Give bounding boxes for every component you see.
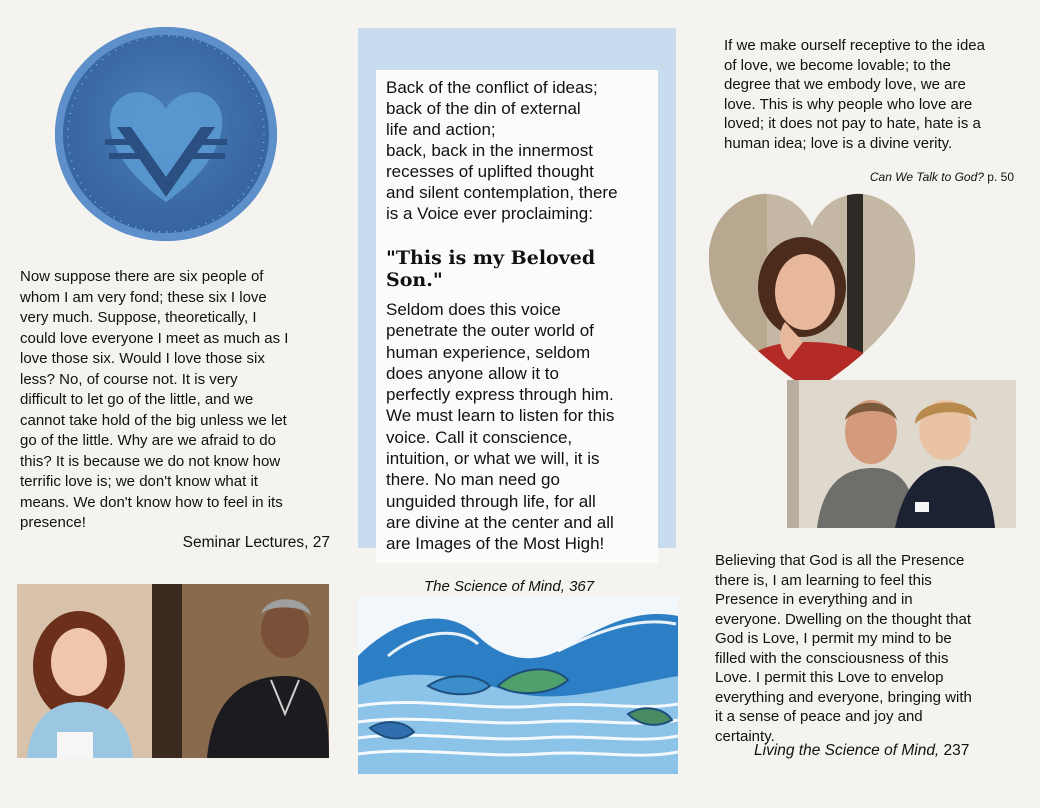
citation-title: Living the Science of Mind,: [754, 742, 940, 759]
heart-logo-icon: [55, 27, 277, 241]
column1-body: Now suppose there are six people of whom I am very fond; these six I love very much. Suppose, theoretically, I could love everyone I meet as much as I love those six. Would I love those six less? No, of course not. It is very difficult to let go of the little, and we cannot take hold of the big unless we let go of the little. Why are we afraid to do this? It is because we do not know how terrific love is; we don't know what it means. We don't know how to feel in its presence!: [20, 268, 289, 531]
column3-body-top: If we make ourself receptive to the idea of love, we become lovable; to the degree that we embody love, we are love. This is why people who love are loved; it does not pay to hate, hate is a human idea; love is a divine verity.: [724, 37, 985, 152]
photo-two-women: [17, 584, 329, 758]
column3-citation-bottom: [754, 742, 1014, 760]
column2-quote: "This is my Beloved Son.": [386, 247, 596, 291]
photo-two-seated: [787, 380, 1016, 528]
column2-body: Seldom does this voice penetrate the outer world of human experience, seldom does anyone allow it to perfectly express through him. We must learn to listen for this voice. Call it conscience, intuition, or what we will, it is there. No man need go unguided through life, for all are divine at the center and all are Images of the Most High!: [386, 300, 615, 554]
column3-body-bottom: Believing that God is all the Presence there is, I am learning to feel this Presence in everything and in everyone. Dwelling on the thought that God is Love, I permit my mind to be filled with the consciousness of this Love. I permit this Love to envelop everything and everyone, bringing with it a sense of peace and joy and certainty.: [715, 552, 972, 745]
column3-citation-top: [720, 170, 1014, 184]
heart-photo-woman: [707, 192, 917, 392]
citation-page: 237: [939, 742, 970, 759]
ocean-wave-fish-illustration: [358, 596, 678, 774]
column1-citation: Seminar Lectures, 27: [182, 534, 330, 551]
citation-page: p. 50: [983, 170, 1014, 184]
citation-title: Can We Talk to God?: [869, 170, 984, 184]
column2-intro: Back of the conflict of ideas; back of the din of external life and action; back, back in the innermost recesses of uplifted thought and silent contemplation, there is a Voice ever proclaiming:: [386, 78, 618, 223]
column2-citation: The Science of Mind, 367: [424, 578, 595, 595]
